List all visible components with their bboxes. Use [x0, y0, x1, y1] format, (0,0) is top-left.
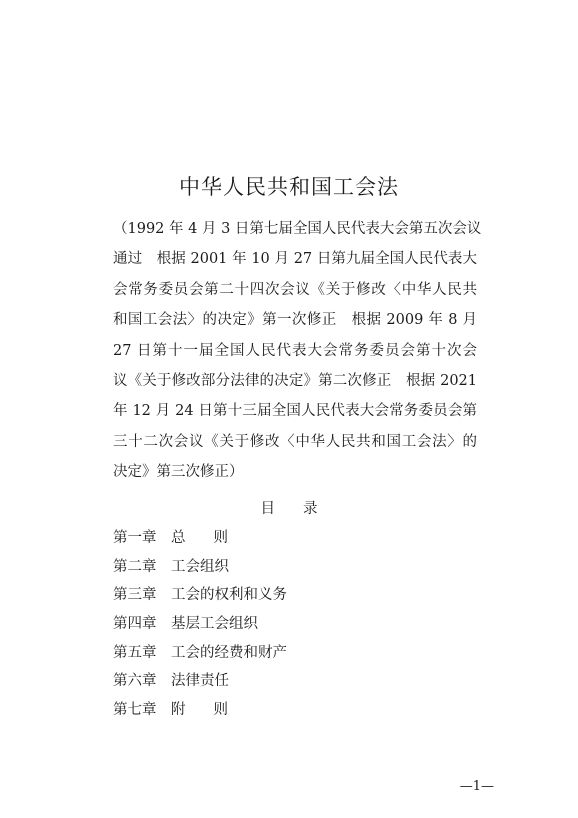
preamble-line: 会常务委员会第二十四次会议《关于修改〈中华人民共: [113, 281, 477, 298]
toc-chapter-name: 法律责任: [171, 673, 229, 690]
toc-item-chapter-2[interactable]: [113, 553, 413, 582]
toc-chapter-number: 第五章: [113, 644, 157, 661]
preamble-line: 通过 根据 2001 年 10 月 27 日第九届全国人民代表大: [113, 251, 477, 268]
toc-chapter-number: 第二章: [113, 558, 157, 575]
preamble-line: 决定》第三次修正）: [113, 464, 244, 481]
preamble-line: 议《关于修改部分法律的决定》第二次修正 根据 2021: [113, 372, 477, 389]
toc-chapter-name: 基层工会组织: [171, 616, 258, 633]
toc-chapter-name-part: 则: [213, 702, 228, 719]
table-of-contents: [113, 524, 413, 725]
toc-chapter-name: [171, 702, 228, 718]
toc-item-chapter-7[interactable]: [113, 696, 413, 725]
toc-chapter-name-part: 则: [213, 530, 228, 546]
toc-item-chapter-5[interactable]: [113, 639, 413, 668]
toc-chapter-number: 第七章: [113, 702, 157, 719]
toc-chapter-name: 工会的经费和财产: [171, 644, 287, 661]
preamble-line: （1992 年 4 月 3 日第七届全国人民代表大会第五次会议: [113, 221, 482, 237]
preamble-line: 27 日第十一届全国人民代表大会常务委员会第十次会: [113, 342, 477, 359]
toc-item-chapter-3[interactable]: [113, 581, 413, 610]
toc-item-chapter-6[interactable]: [113, 667, 413, 696]
toc-item-chapter-1[interactable]: [113, 524, 413, 553]
toc-item-chapter-4[interactable]: [113, 610, 413, 639]
toc-chapter-name: [171, 530, 228, 546]
toc-chapter-number: 第六章: [113, 673, 157, 690]
toc-chapter-name: 工会的权利和义务: [171, 587, 287, 604]
preamble-line: 年 12 月 24 日第十三届全国人民代表大会常务委员会第: [113, 403, 477, 420]
toc-chapter-number: 第三章: [113, 587, 157, 604]
toc-heading-char: 目: [260, 501, 275, 517]
toc-chapter-name-part: 附: [171, 702, 186, 719]
toc-chapter-name: 工会组织: [171, 558, 229, 575]
preamble-line: 和国工会法〉的决定》第一次修正 根据 2009 年 8 月: [113, 312, 477, 329]
preamble: [113, 214, 482, 488]
toc-chapter-number: 第一章: [113, 530, 157, 546]
toc-heading-char: 录: [303, 501, 318, 517]
toc-heading: [0, 496, 578, 522]
page-number: —1—: [459, 779, 494, 794]
page-title: 中华人民共和国工会法: [179, 175, 399, 200]
toc-chapter-number: 第四章: [113, 616, 157, 633]
preamble-line: 三十二次会议《关于修改〈中华人民共和国工会法〉的: [113, 433, 477, 450]
toc-chapter-name-part: 总: [171, 530, 186, 546]
